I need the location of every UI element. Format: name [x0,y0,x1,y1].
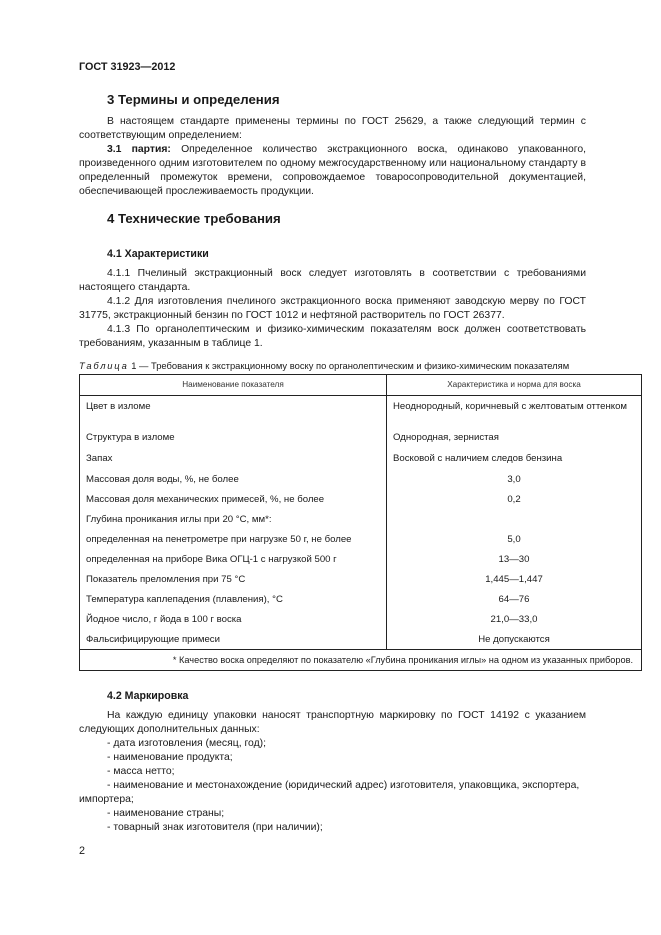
section-3-title: 3 Термины и определения [107,92,280,107]
table-row [80,611,642,631]
indicator-name: Температура каплепадения (плавления), °С [80,591,387,611]
term-label: 3.1 партия: [107,144,171,155]
subsection-4-1-title: 4.1 Характеристики [107,248,209,260]
indicator-name: Массовая доля воды, %, не более [80,471,387,491]
indicator-value: Однородная, зернистая [393,432,499,443]
section-3-paragraph: В настоящем стандарте применены термины по ГОСТ 25629, а также следующий термин с соответствующим определением: [79,116,586,141]
column-header-norm: Характеристика и норма для воска [387,375,642,396]
table-row [80,450,642,471]
marking-list [79,737,586,835]
indicator-name: Массовая доля механических примесей, %, не более [80,491,387,511]
indicator-name: Запах [80,450,387,471]
table-row [80,591,642,611]
list-item: - товарный знак изготовителя (при наличии); [107,822,323,833]
term-definition-paragraph [79,143,586,199]
table-row [80,491,642,511]
indicator-value: Восковой с наличием следов бензина [393,453,563,464]
table-caption [79,359,569,373]
table-row [80,396,642,430]
table-row [80,571,642,591]
term-definition: Определенное количество экстракционного воска, одинаково упакованного, произведенного одним изготовителем по одному межгосударственному или национальному стандарту в определенный промежуток времени, сопровождаемое товаросопроводительной документацией, обеспечивающей прослеживаемость продукции. [79,144,586,197]
column-header-indicator: Наименование показателя [80,375,387,396]
indicator-value: 1,445—1,447 [485,574,543,585]
indicator-value: 64—76 [498,594,530,605]
indicator-value: Неоднородный, коричневый с желтоватым оттенком [393,401,628,412]
table-row [80,551,642,571]
indicator-value: 0,2 [507,494,521,505]
indicator-name: определенная на пенетрометре при нагрузке 50 г, не более [80,531,387,551]
list-item: - наименование и местонахождение (юридический адрес) изготовителя, упаковщика, экспортера, импортера; [79,780,580,805]
indicator-value: Не допускаются [478,634,550,645]
subsection-4-2-title: 4.2 Маркировка [107,690,189,702]
list-item: - наименование продукта; [107,752,233,763]
table-footnote: * Качество воска определяют по показателю «Глубина проникания иглы» на одном из указанных приборов. [80,650,642,671]
indicator-value: 13—30 [498,554,530,565]
paragraph-4-1-1: 4.1.1 Пчелиный экстракционный воск следует изготовлять в соответствии с требованиями настоящего стандарта. [79,268,586,293]
indicator-value [387,511,642,531]
table-row [80,511,642,531]
table-row [80,631,642,650]
table-caption-label: Таблица [79,360,129,371]
table-header-row [80,375,642,396]
marking-intro: На каждую единицу упаковки наносят транспортную маркировку по ГОСТ 14192 с указанием следующих дополнительных данных: [79,710,586,735]
subsection-4-1-body [79,267,586,351]
table-row [80,471,642,491]
document-id: ГОСТ 31923—2012 [79,61,176,73]
page-number: 2 [79,845,86,857]
indicator-value: 21,0—33,0 [490,614,538,625]
requirements-table [79,374,642,671]
table-footnote-row [80,650,642,671]
table-caption-text: 1 — Требования к экстракционному воску по органолептическим и физико-химическим показателям [128,360,570,371]
section-4-title: 4 Технические требования [107,211,281,226]
paragraph-4-1-3: 4.1.3 По органолептическим и физико-химическим показателям воск должен соответствовать требованиям, указанным в таблице 1. [79,324,586,349]
indicator-name: Структура в изломе [80,429,387,450]
table-row [80,429,642,450]
table-row [80,531,642,551]
section-3-body [79,115,586,199]
indicator-name: Показатель преломления при 75 °С [80,571,387,591]
list-item: - наименование страны; [107,808,225,819]
list-item: - дата изготовления (месяц, год); [107,738,266,749]
indicator-value: 3,0 [507,474,521,485]
paragraph-4-1-2: 4.1.2 Для изготовления пчелиного экстракционного воска применяют заводскую мерву по ГОСТ 31775, экстракционный бензин по ГОСТ 1012 и нефтяной растворитель по ГОСТ 26377. [79,296,586,321]
indicator-name: Глубина проникания иглы при 20 °С, мм*: [80,511,387,531]
indicator-name: Фальсифицирующие примеси [80,631,387,650]
list-item: - масса нетто; [107,766,175,777]
indicator-name: определенная на приборе Вика ОГЦ-1 с нагрузкой 500 г [80,551,387,571]
indicator-name: Цвет в изломе [80,396,387,430]
indicator-name: Йодное число, г йода в 100 г воска [80,611,387,631]
indicator-value: 5,0 [507,534,521,545]
